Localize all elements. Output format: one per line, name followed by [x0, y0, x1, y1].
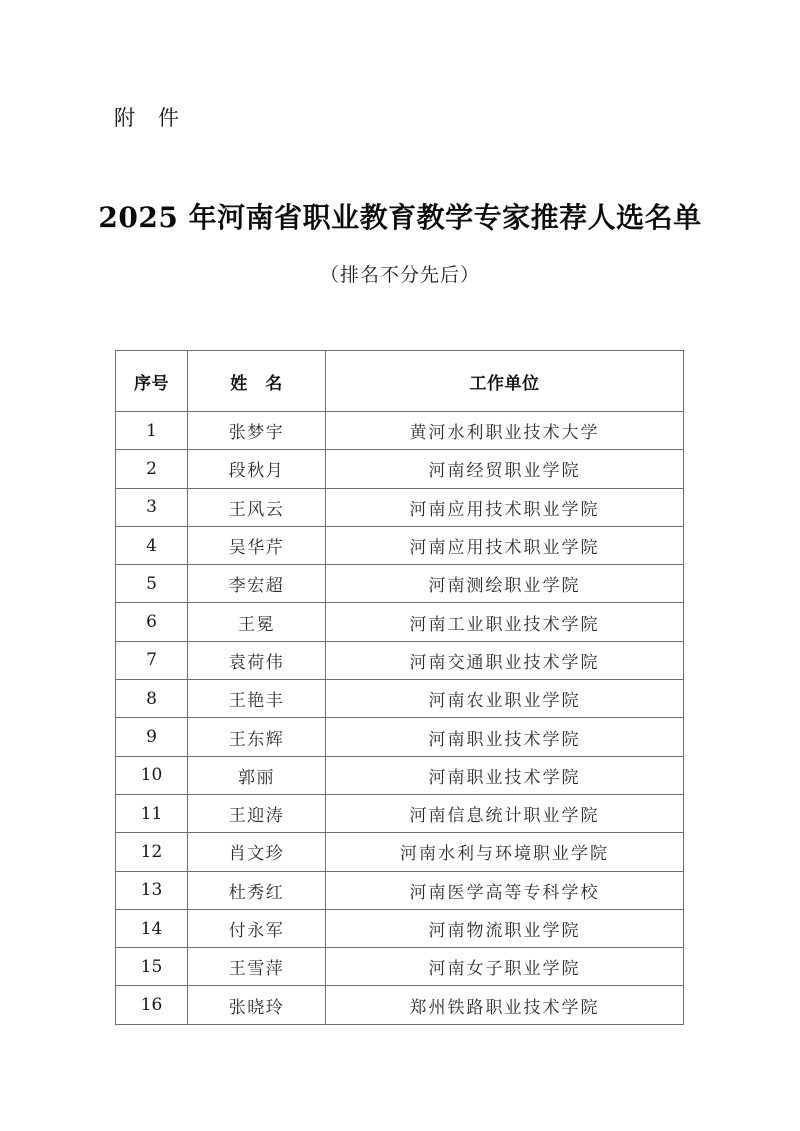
cell-work-unit: 河南物流职业学院: [326, 909, 684, 947]
table-row: [116, 986, 684, 1024]
cell-work-unit: 河南职业技术学院: [326, 756, 684, 794]
table-header-row: [116, 351, 684, 412]
cell-name: 王东辉: [188, 718, 326, 756]
cell-name: 郭丽: [188, 756, 326, 794]
cell-work-unit: 河南女子职业学院: [326, 948, 684, 986]
cell-name: 王迎涛: [188, 794, 326, 832]
column-header-unit: 工作单位: [326, 351, 684, 412]
cell-work-unit: 河南测绘职业学院: [326, 565, 684, 603]
cell-index: 12: [116, 833, 188, 871]
cell-work-unit: 河南交通职业技术学院: [326, 641, 684, 679]
cell-work-unit: 郑州铁路职业技术学院: [326, 986, 684, 1024]
name-list-table: [115, 350, 684, 1025]
cell-name: 张梦宇: [188, 412, 326, 450]
cell-name: 李宏超: [188, 565, 326, 603]
cell-index: 13: [116, 871, 188, 909]
page-subtitle: （排名不分先后）: [319, 264, 480, 286]
table-row: [116, 948, 684, 986]
table-row: [116, 833, 684, 871]
table-row: [116, 909, 684, 947]
cell-work-unit: 河南信息统计职业学院: [326, 794, 684, 832]
attachment-label: 附 件: [114, 107, 180, 130]
table-header: [116, 351, 684, 412]
cell-name: 杜秀红: [188, 871, 326, 909]
cell-index: 9: [116, 718, 188, 756]
cell-work-unit: 河南工业职业技术学院: [326, 603, 684, 641]
cell-name: 王艳丰: [188, 680, 326, 718]
cell-work-unit: 河南农业职业学院: [326, 680, 684, 718]
table-row: [116, 718, 684, 756]
table-row: [116, 641, 684, 679]
cell-index: 8: [116, 680, 188, 718]
cell-index: 11: [116, 794, 188, 832]
name-list-table-container: [115, 350, 683, 1025]
cell-name: 段秋月: [188, 450, 326, 488]
cell-name: 张晓玲: [188, 986, 326, 1024]
table-row: [116, 756, 684, 794]
cell-index: 2: [116, 450, 188, 488]
column-header-name: 姓 名: [188, 351, 326, 412]
cell-work-unit: 河南应用技术职业学院: [326, 488, 684, 526]
cell-index: 1: [116, 412, 188, 450]
cell-index: 6: [116, 603, 188, 641]
cell-work-unit: 河南经贸职业学院: [326, 450, 684, 488]
cell-index: 7: [116, 641, 188, 679]
cell-name: 王冕: [188, 603, 326, 641]
cell-work-unit: 河南应用技术职业学院: [326, 526, 684, 564]
table-row: [116, 488, 684, 526]
cell-name: 王风云: [188, 488, 326, 526]
cell-index: 16: [116, 986, 188, 1024]
cell-name: 袁荷伟: [188, 641, 326, 679]
cell-index: 3: [116, 488, 188, 526]
cell-index: 5: [116, 565, 188, 603]
cell-index: 4: [116, 526, 188, 564]
cell-work-unit: 河南医学高等专科学校: [326, 871, 684, 909]
cell-name: 肖文珍: [188, 833, 326, 871]
cell-index: 10: [116, 756, 188, 794]
column-header-index: 序号: [116, 351, 188, 412]
cell-work-unit: 河南职业技术学院: [326, 718, 684, 756]
page-title: 2025 年河南省职业教育教学专家推荐人选名单: [98, 201, 702, 234]
table-row: [116, 450, 684, 488]
table-row: [116, 794, 684, 832]
cell-index: 15: [116, 948, 188, 986]
cell-name: 王雪萍: [188, 948, 326, 986]
table-row: [116, 412, 684, 450]
cell-name: 吴华芹: [188, 526, 326, 564]
cell-index: 14: [116, 909, 188, 947]
cell-name: 付永军: [188, 909, 326, 947]
cell-work-unit: 黄河水利职业技术大学: [326, 412, 684, 450]
cell-work-unit: 河南水利与环境职业学院: [326, 833, 684, 871]
table-row: [116, 871, 684, 909]
table-body: [116, 412, 684, 1025]
table-row: [116, 603, 684, 641]
table-row: [116, 680, 684, 718]
table-row: [116, 526, 684, 564]
table-row: [116, 565, 684, 603]
